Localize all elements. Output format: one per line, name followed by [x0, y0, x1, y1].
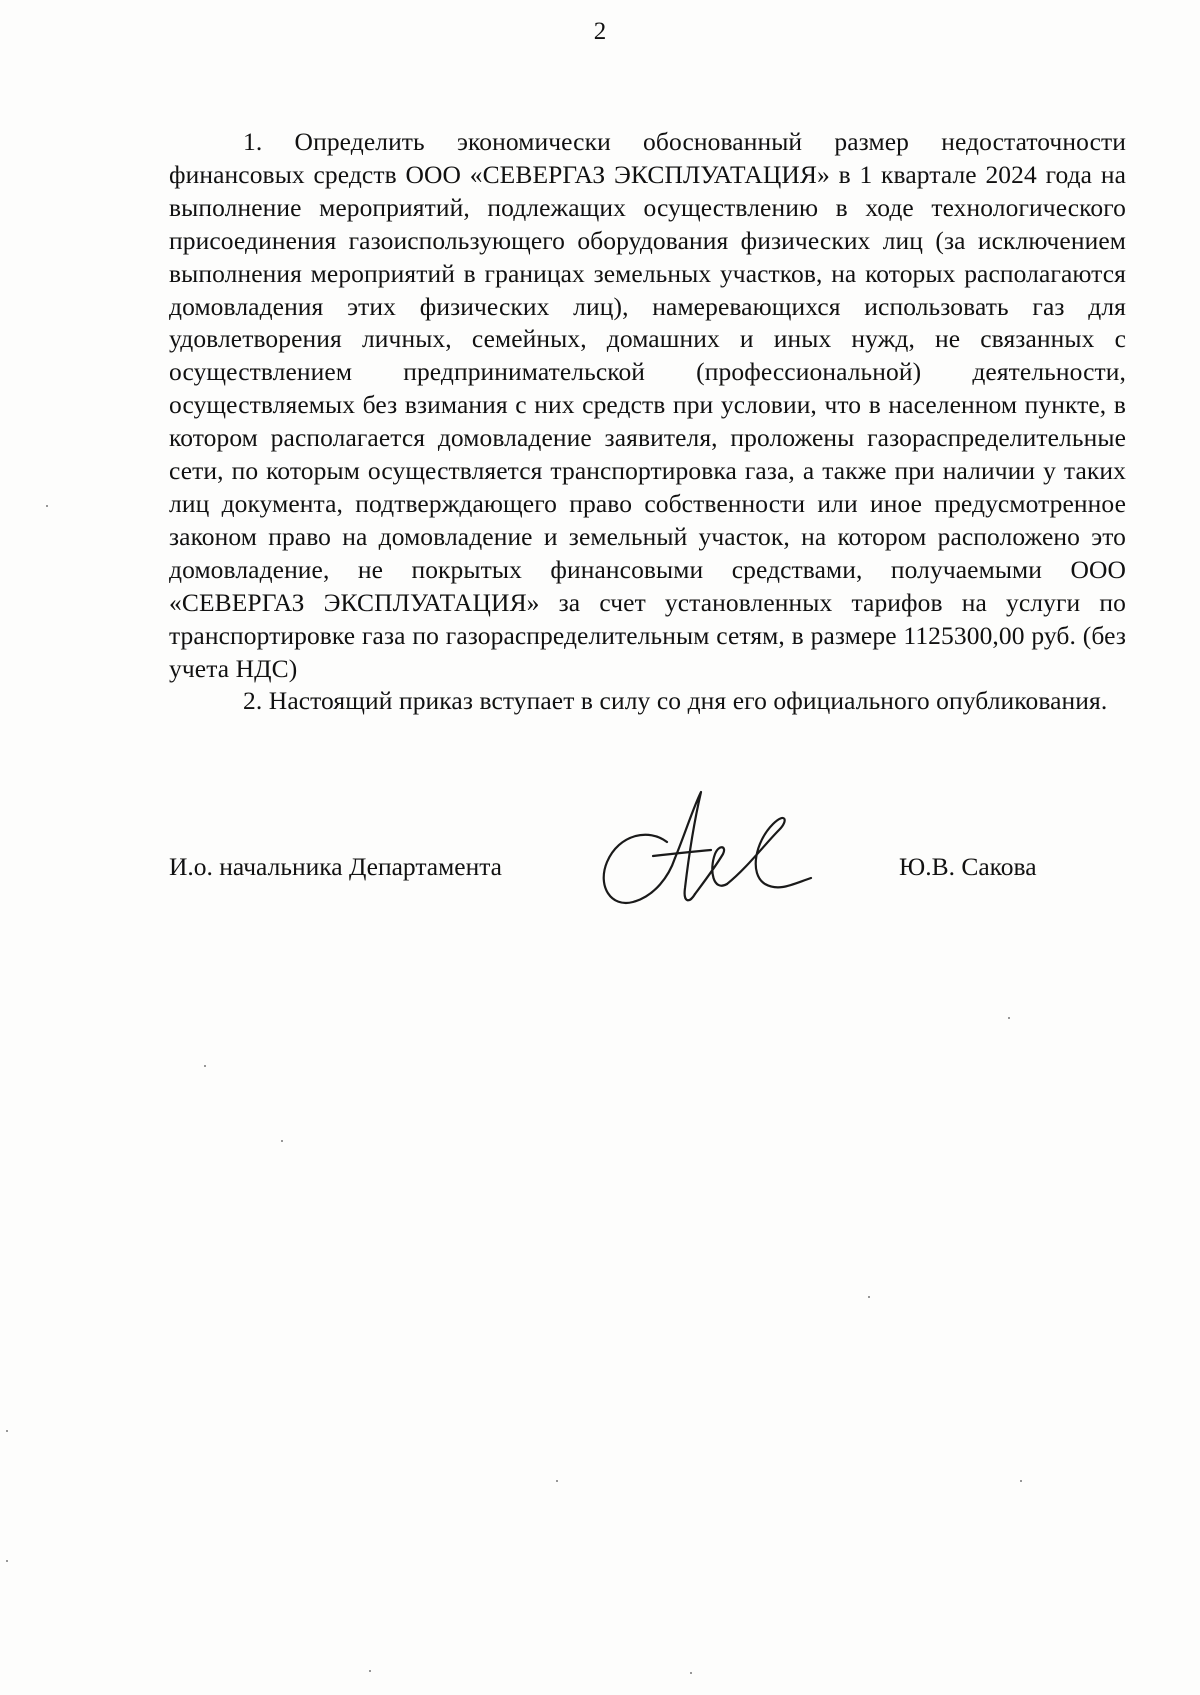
scan-speck: [556, 1480, 558, 1482]
scan-speck: [868, 1296, 870, 1298]
signatory-title: И.о. начальника Департамента: [169, 852, 502, 881]
handwritten-signature-icon: [589, 784, 839, 924]
scan-speck: [6, 1430, 8, 1432]
scan-speck: [204, 1065, 206, 1067]
scan-speck: [1020, 1480, 1022, 1482]
page-number: 2: [593, 18, 607, 45]
signatory-name: Ю.В. Сакова: [899, 852, 1037, 881]
signature-block: [169, 836, 1126, 896]
scan-speck: [46, 505, 48, 507]
scan-speck: [1008, 1017, 1010, 1019]
document-body: [169, 126, 1126, 718]
scan-speck: [690, 1672, 692, 1674]
scan-speck: [6, 1560, 8, 1562]
scan-speck: [369, 1670, 371, 1672]
scan-speck: [281, 1140, 283, 1142]
paragraph-1: 1. Определить экономически обоснованный размер недостаточности финансовых средств ООО «СЕВЕРГАЗ ЭКСПЛУАТАЦИЯ» в 1 квартале 2024 года на выполнение мероприятий, подлежащих осуществлению в ходе технологического присоединения газоиспользующего оборудования физических лиц (за исключением выполнения мероприятий в границах земельных участков, на которых располагаются домовладения этих физических лиц), намеревающихся использовать газ для удовлетворения личных, семейных, домашних и иных нужд, не связанных с осуществлением предпринимательской (профессиональной) деятельности, осуществляемых без взимания с них средств при условии, что в населенном пункте, в котором располагается домовладение заявителя, проложены газораспределительные сети, по которым осуществляется транспортировка газа, а также при наличии у таких лиц документа, подтверждающего право собственности или иное предусмотренное законом право на домовладение и земельный участок, на котором расположено это домовладение, не покрытых финансовыми средствами, получаемыми ООО «СЕВЕРГАЗ ЭКСПЛУАТАЦИЯ» за счет установленных тарифов на услуги по транспортировке газа по газораспределительным сетям, в размере 1125300,00 руб. (без учета НДС): [169, 127, 1126, 683]
paragraph-2: 2. Настоящий приказ вступает в силу со дня его официального опубликования.: [243, 686, 1108, 716]
